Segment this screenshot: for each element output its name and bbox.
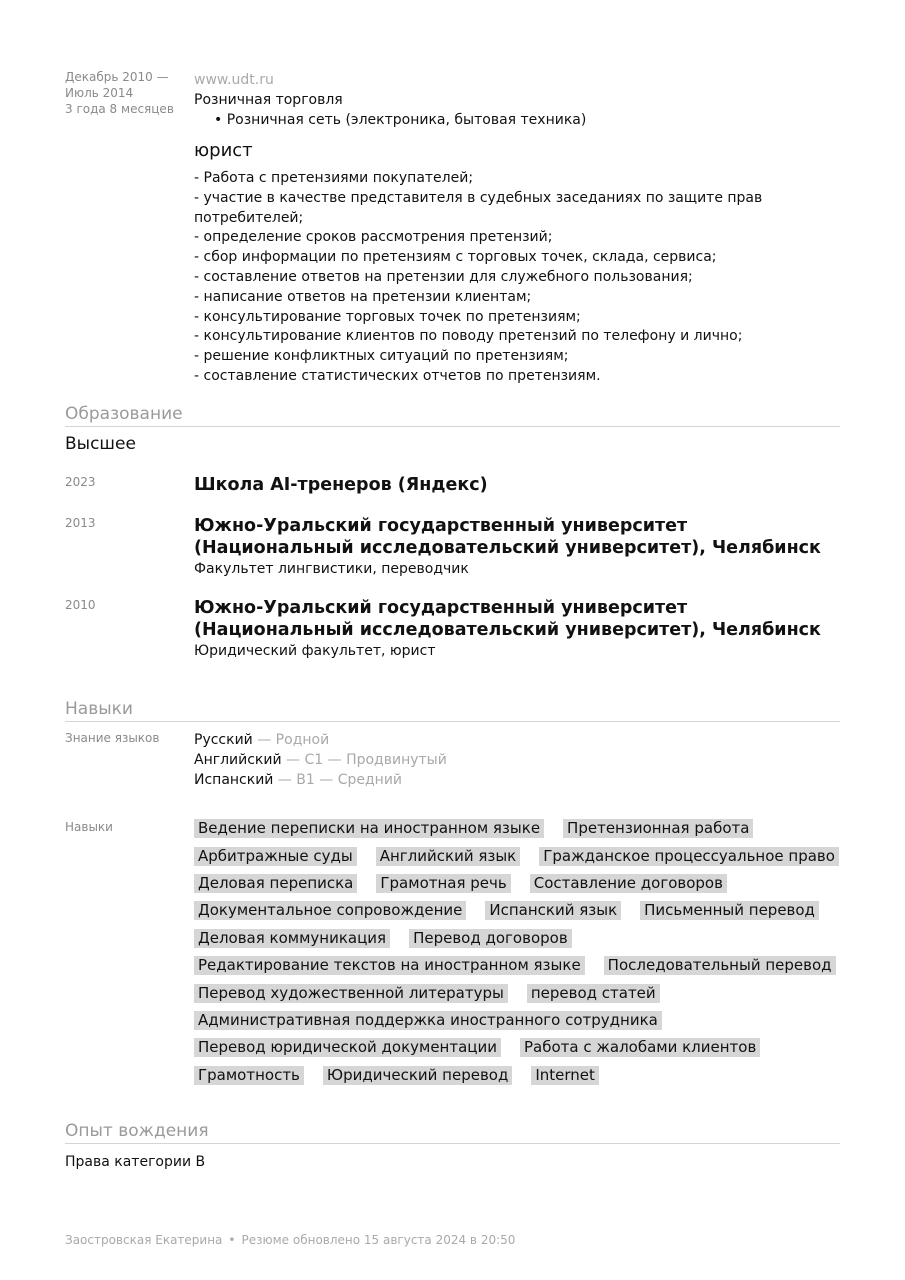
skill-row [194,925,844,952]
language-level: — C1 — Продвинутый [281,752,447,768]
experience-end: Июль 2014 [65,86,134,100]
language-name: Русский [194,732,253,748]
education-item [194,515,844,579]
company-industry: Розничная торговля [194,92,343,108]
footer-separator: • [228,1233,236,1247]
education-year: 2013 [65,516,96,530]
language-item [194,730,447,750]
education-section-title: Образование [65,403,840,427]
experience-start: Декабрь 2010 — [65,70,169,84]
education-year: 2023 [65,475,96,489]
languages-list [194,730,447,790]
skill-tag: Редактирование текстов на иностранном языке [194,956,585,975]
skill-row [194,897,844,924]
experience-dates [65,69,190,117]
education-institution: Школа AI-тренеров (Яндекс) [194,475,488,495]
skill-tag: Гражданское процессуальное право [539,847,839,866]
education-item [194,474,844,496]
skill-tag: Последовательный перевод [604,956,836,975]
skill-tag: Документальное сопровождение [194,901,466,920]
skill-tag: Юридический перевод [323,1066,512,1085]
skills-tags [194,815,844,1089]
skill-row [194,1062,844,1089]
language-name: Испанский [194,772,274,788]
education-item [194,597,844,661]
skill-row [194,1034,844,1061]
driving-section-title: Опыт вождения [65,1120,840,1144]
job-duty-item: - сбор информации по претензиям с торговых точек, склада, сервиса; [194,249,717,266]
skill-row [194,870,844,897]
job-duty-item: - составление ответов на претензии для служебного пользования; [194,268,693,285]
skill-tag: Административная поддержка иностранного сотрудника [194,1011,662,1030]
driving-license: Права категории B [65,1154,206,1170]
job-duties [194,169,854,387]
education-institution: Южно-Уральский государственный университет (Национальный исследовательский университет), Челябинск [194,516,821,558]
experience-details [194,70,854,387]
language-item [194,770,447,790]
skill-tag: перевод статей [527,984,660,1003]
skill-row [194,979,844,1006]
skill-row [194,815,844,842]
skill-tag: Письменный перевод [640,901,819,920]
skill-row [194,952,844,979]
skill-row [194,1007,844,1034]
skill-tag: Испанский язык [485,901,621,920]
footer-updated: Резюме обновлено 15 августа 2024 в 20:50 [241,1233,516,1247]
skill-tag: Арбитражные суды [194,847,357,866]
skill-tag: Английский язык [376,847,521,866]
language-item [194,750,447,770]
language-name: Английский [194,752,282,768]
skill-tag: Перевод договоров [409,929,572,948]
job-duty-item: - составление статистических отчетов по претензиям. [194,367,601,384]
skill-tag: Деловая коммуникация [194,929,390,948]
job-duty-item: - написание ответов на претензии клиентам; [194,288,532,305]
skill-tag: Деловая переписка [194,874,357,893]
skills-label: Навыки [65,820,113,834]
job-duty-item: - консультирование клиентов по поводу претензий по телефону и лично; [194,328,743,345]
education-institution: Южно-Уральский государственный университет (Национальный исследовательский университет), Челябинск [194,598,821,640]
company-site-link[interactable]: www.udt.ru [194,72,274,88]
job-duty-item: - Работа с претензиями покупателей; [194,170,474,186]
skill-tag: Internet [531,1066,599,1085]
skill-tag: Перевод художественной литературы [194,984,508,1003]
education-level: Высшее [65,434,136,454]
skill-tag: Грамотность [194,1066,304,1085]
experience-duration: 3 года 8 месяцев [65,102,174,116]
skill-tag: Работа с жалобами клиентов [520,1038,760,1057]
education-year: 2010 [65,598,96,612]
education-specialty: Юридический факультет, юрист [194,643,436,659]
skills-section-title: Навыки [65,698,840,722]
footer-name: Заостровская Екатерина [65,1233,223,1247]
language-level: — B1 — Средний [273,772,403,788]
skill-tag: Составление договоров [530,874,727,893]
resume-footer [65,1233,515,1247]
job-duty-item: - участие в качестве представителя в судебных заседаниях по защите прав потребителей; [194,189,763,226]
languages-label: Знание языков [65,731,160,745]
job-duty-item: - определение сроков рассмотрения претензий; [194,229,553,246]
skill-tag: Ведение переписки на иностранном языке [194,819,544,838]
skill-row [194,842,844,869]
job-title: юрист [194,140,253,161]
company-industry-item: • Розничная сеть (электроника, бытовая техника) [214,112,587,128]
skill-tag: Грамотная речь [376,874,510,893]
job-duty-item: - решение конфликтных ситуаций по претензиям; [194,348,569,365]
skill-tag: Претензионная работа [563,819,753,838]
language-level: — Родной [252,732,330,748]
skill-tag: Перевод юридической документации [194,1038,501,1057]
job-duty-item: - консультирование торговых точек по претензиям; [194,308,581,325]
education-specialty: Факультет лингвистики, переводчик [194,561,469,577]
